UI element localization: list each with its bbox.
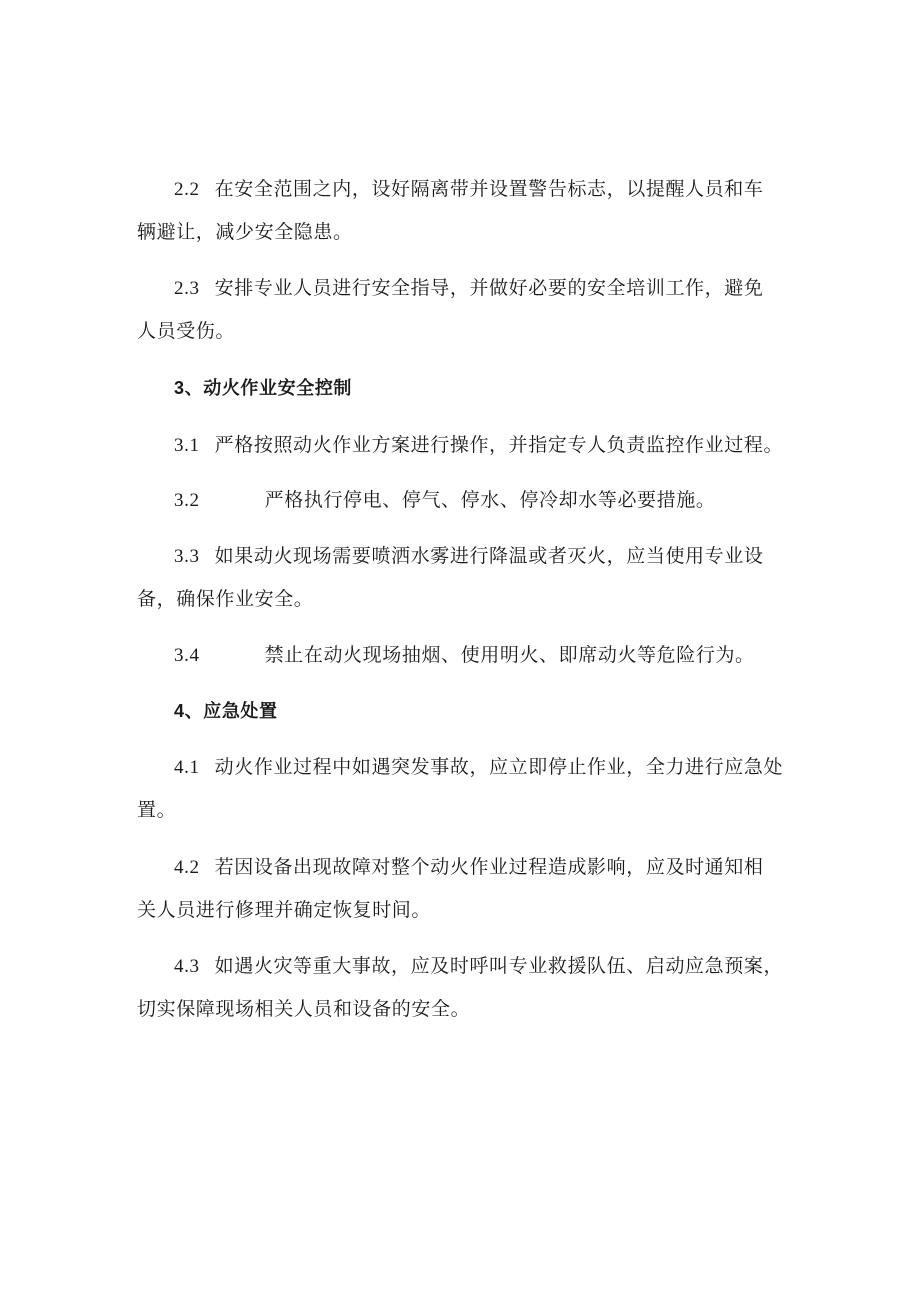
- paragraph-3-3-line-1: [174, 544, 794, 569]
- heading-number: 3: [174, 378, 185, 398]
- paragraph-4-2-line-2: 关人员进行修理并确定恢复时间。: [137, 899, 432, 921]
- section-heading-3: [174, 376, 794, 401]
- clause-text: 在安全范围之内，设好隔离带并设置警告标志，以提醒人员和车: [214, 178, 764, 200]
- heading-title: 、动火作业安全控制: [184, 378, 353, 399]
- clause-text: 若因设备出现故障对整个动火作业过程造成影响，应及时通知相: [214, 856, 764, 878]
- paragraph-3-1: [174, 433, 794, 458]
- section-heading-4: [174, 699, 794, 724]
- paragraph-3-2: [174, 488, 794, 513]
- clause-text: 动火作业过程中如遇突发事故，应立即停止作业，全力进行应急处: [214, 756, 784, 778]
- paragraph-4-3-line-1: [174, 954, 794, 979]
- clause-number: 2.3: [174, 278, 200, 299]
- clause-text: 如遇火灾等重大事故，应及时呼叫专业救援队伍、启动应急预案，: [214, 955, 784, 977]
- paragraph-2-2-line-1: [174, 177, 794, 202]
- paragraph-4-1-line-2: 置。: [137, 799, 177, 821]
- clause-text: 安排专业人员进行安全指导，并做好必要的安全培训工作，避免: [214, 277, 764, 299]
- clause-text: 如果动火现场需要喷洒水雾进行降温或者灭火，应当使用专业设: [214, 545, 764, 567]
- paragraph-3-4: [174, 643, 794, 668]
- clause-text: 严格执行停电、停气、停水、停冷却水等必要措施。: [264, 489, 716, 511]
- clause-number: 4.3: [174, 956, 200, 977]
- clause-number: 2.2: [174, 179, 200, 200]
- paragraph-4-1-line-1: [174, 755, 794, 780]
- paragraph-2-3-line-1: [174, 276, 794, 301]
- paragraph-2-2-line-2: 辆避让，减少安全隐患。: [137, 221, 353, 243]
- paragraph-4-2-line-1: [174, 855, 794, 880]
- clause-text: 严格按照动火作业方案进行操作，并指定专人负责监控作业过程。: [214, 434, 784, 456]
- clause-number: 4.2: [174, 857, 200, 878]
- clause-number: 4.1: [174, 757, 200, 778]
- heading-title: 、应急处置: [184, 701, 278, 722]
- clause-text: 禁止在动火现场抽烟、使用明火、即席动火等危险行为。: [264, 644, 755, 666]
- heading-number: 4: [174, 701, 185, 721]
- clause-number: 3.3: [174, 546, 200, 567]
- paragraph-2-3-line-2: 人员受伤。: [137, 320, 236, 342]
- clause-number: 3.4: [174, 645, 200, 666]
- paragraph-4-3-line-2: 切实保障现场相关人员和设备的安全。: [137, 998, 471, 1020]
- clause-number: 3.2: [174, 490, 200, 511]
- clause-number: 3.1: [174, 435, 200, 456]
- paragraph-3-3-line-2: 备，确保作业安全。: [137, 588, 314, 610]
